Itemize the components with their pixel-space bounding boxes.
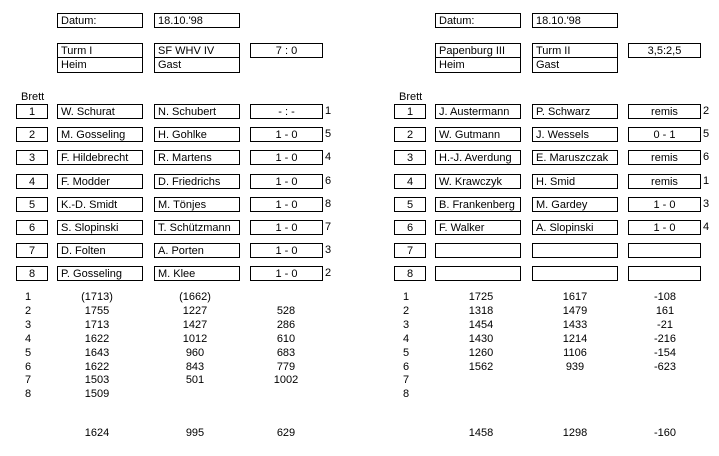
away-player-field[interactable]: H. Smid bbox=[532, 174, 618, 189]
board-number-box: 2 bbox=[16, 127, 48, 142]
left-date-label: Datum: bbox=[57, 13, 143, 28]
rating-diff-value: -21 bbox=[657, 319, 673, 331]
rating-row-number: 6 bbox=[24, 361, 32, 373]
rating-diff-value: -108 bbox=[653, 291, 677, 303]
board-order-marker: 4 bbox=[703, 221, 710, 233]
away-player-field[interactable] bbox=[532, 243, 618, 258]
away-player-field[interactable]: H. Gohlke bbox=[154, 127, 240, 142]
right-total-home: 1458 bbox=[468, 427, 494, 439]
home-rating-value: (1713) bbox=[81, 291, 113, 303]
board-number-box: 6 bbox=[16, 220, 48, 235]
left-home-team-field[interactable]: Turm I bbox=[57, 43, 143, 58]
board-result-field[interactable]: 1 - 0 bbox=[250, 174, 323, 189]
rating-row-number: 8 bbox=[402, 388, 410, 400]
away-rating-value: 501 bbox=[185, 374, 205, 386]
home-player-field[interactable]: F. Hildebrecht bbox=[57, 150, 143, 165]
home-player-field[interactable]: F. Walker bbox=[435, 220, 521, 235]
board-number-box: 7 bbox=[394, 243, 426, 258]
board-number-box: 6 bbox=[394, 220, 426, 235]
home-player-field[interactable] bbox=[435, 266, 521, 281]
board-result-field[interactable] bbox=[628, 266, 701, 281]
board-result-field[interactable]: 1 - 0 bbox=[628, 197, 701, 212]
home-rating-value: 1318 bbox=[468, 305, 494, 317]
away-rating-value: (1662) bbox=[179, 291, 211, 303]
away-player-field[interactable]: J. Wessels bbox=[532, 127, 618, 142]
board-order-marker: 6 bbox=[703, 151, 710, 163]
rating-row-number: 3 bbox=[24, 319, 32, 331]
rating-row-number: 4 bbox=[24, 333, 32, 345]
rating-diff-value: -216 bbox=[653, 333, 677, 345]
left-board-header: Brett bbox=[21, 91, 45, 103]
home-player-field[interactable]: K.-D. Smidt bbox=[57, 197, 143, 212]
away-player-field[interactable]: E. Maruszczak bbox=[532, 150, 618, 165]
home-player-field[interactable]: W. Gutmann bbox=[435, 127, 521, 142]
away-player-field[interactable]: M. Klee bbox=[154, 266, 240, 281]
rating-diff-value: 1002 bbox=[273, 374, 299, 386]
home-rating-value: 1643 bbox=[84, 347, 110, 359]
right-date-label: Datum: bbox=[435, 13, 521, 28]
board-number-box: 5 bbox=[394, 197, 426, 212]
board-order-marker: 7 bbox=[325, 221, 332, 233]
away-rating-value: 1433 bbox=[562, 319, 588, 331]
away-rating-value: 1617 bbox=[562, 291, 588, 303]
board-number-box: 8 bbox=[394, 266, 426, 281]
board-result-field[interactable]: 1 - 0 bbox=[250, 127, 323, 142]
away-player-field[interactable]: P. Schwarz bbox=[532, 104, 618, 119]
rating-diff-value: 528 bbox=[276, 305, 296, 317]
board-result-field[interactable]: 1 - 0 bbox=[250, 197, 323, 212]
rating-diff-value: 161 bbox=[655, 305, 675, 317]
left-match-result-field[interactable]: 7 : 0 bbox=[250, 43, 323, 58]
home-player-field[interactable]: P. Gosseling bbox=[57, 266, 143, 281]
board-number-box: 3 bbox=[16, 150, 48, 165]
home-rating-value: 1454 bbox=[468, 319, 494, 331]
away-rating-value: 843 bbox=[185, 361, 205, 373]
rating-diff-value: -623 bbox=[653, 361, 677, 373]
home-player-field[interactable]: B. Frankenberg bbox=[435, 197, 521, 212]
left-total-away: 995 bbox=[185, 427, 205, 439]
board-number-box: 4 bbox=[16, 174, 48, 189]
right-home-label: Heim bbox=[435, 57, 521, 73]
home-rating-value: 1725 bbox=[468, 291, 494, 303]
right-total-away: 1298 bbox=[562, 427, 588, 439]
rating-row-number: 3 bbox=[402, 319, 410, 331]
rating-row-number: 2 bbox=[402, 305, 410, 317]
rating-diff-value: 286 bbox=[276, 319, 296, 331]
home-rating-value: 1622 bbox=[84, 361, 110, 373]
right-away-team-field[interactable]: Turm II bbox=[532, 43, 618, 58]
home-player-field[interactable]: H.-J. Averdung bbox=[435, 150, 521, 165]
rating-diff-value: 683 bbox=[276, 347, 296, 359]
right-away-label: Gast bbox=[532, 57, 618, 73]
board-result-field[interactable]: remis bbox=[628, 104, 701, 119]
rating-row-number: 6 bbox=[402, 361, 410, 373]
home-player-field[interactable]: W. Schurat bbox=[57, 104, 143, 119]
home-rating-value: 1503 bbox=[84, 374, 110, 386]
left-home-label: Heim bbox=[57, 57, 143, 73]
board-result-field[interactable]: 1 - 0 bbox=[250, 266, 323, 281]
board-number-box: 1 bbox=[16, 104, 48, 119]
right-date-field[interactable]: 18.10.'98 bbox=[532, 13, 618, 28]
rating-row-number: 7 bbox=[24, 374, 32, 386]
home-rating-value: 1509 bbox=[84, 388, 110, 400]
board-number-box: 8 bbox=[16, 266, 48, 281]
home-player-field[interactable] bbox=[435, 243, 521, 258]
rating-diff-value: -154 bbox=[653, 347, 677, 359]
left-date-field[interactable]: 18.10.'98 bbox=[154, 13, 240, 28]
left-away-label: Gast bbox=[154, 57, 240, 73]
board-result-field[interactable]: 0 - 1 bbox=[628, 127, 701, 142]
board-order-marker: 2 bbox=[325, 267, 332, 279]
board-order-marker: 6 bbox=[325, 175, 332, 187]
right-home-team-field[interactable]: Papenburg III bbox=[435, 43, 521, 58]
board-order-marker: 5 bbox=[703, 128, 710, 140]
left-away-team-field[interactable]: SF WHV IV bbox=[154, 43, 240, 58]
home-player-field[interactable]: W. Krawczyk bbox=[435, 174, 521, 189]
home-rating-value: 1755 bbox=[84, 305, 110, 317]
board-number-box: 1 bbox=[394, 104, 426, 119]
home-player-field[interactable]: J. Austermann bbox=[435, 104, 521, 119]
away-player-field[interactable]: T. Schützmann bbox=[154, 220, 240, 235]
rating-diff-value: 779 bbox=[276, 361, 296, 373]
away-player-field[interactable]: R. Martens bbox=[154, 150, 240, 165]
rating-row-number: 1 bbox=[402, 291, 410, 303]
left-total-diff: 629 bbox=[276, 427, 296, 439]
away-rating-value: 1012 bbox=[182, 333, 208, 345]
rating-row-number: 5 bbox=[402, 347, 410, 359]
away-rating-value: 939 bbox=[565, 361, 585, 373]
board-result-field[interactable] bbox=[628, 243, 701, 258]
board-result-field[interactable]: - : - bbox=[250, 104, 323, 119]
away-rating-value: 1479 bbox=[562, 305, 588, 317]
away-rating-value: 960 bbox=[185, 347, 205, 359]
home-rating-value: 1713 bbox=[84, 319, 110, 331]
away-player-field[interactable]: M. Gardey bbox=[532, 197, 618, 212]
rating-row-number: 2 bbox=[24, 305, 32, 317]
home-player-field[interactable]: S. Slopinski bbox=[57, 220, 143, 235]
home-player-field[interactable]: F. Modder bbox=[57, 174, 143, 189]
away-rating-value: 1214 bbox=[562, 333, 588, 345]
home-player-field[interactable]: M. Gosseling bbox=[57, 127, 143, 142]
rating-row-number: 8 bbox=[24, 388, 32, 400]
board-number-box: 5 bbox=[16, 197, 48, 212]
right-board-header: Brett bbox=[399, 91, 423, 103]
home-rating-value: 1622 bbox=[84, 333, 110, 345]
away-player-field[interactable]: D. Friedrichs bbox=[154, 174, 240, 189]
board-order-marker: 4 bbox=[325, 151, 332, 163]
board-number-box: 7 bbox=[16, 243, 48, 258]
rating-diff-value: 610 bbox=[276, 333, 296, 345]
home-rating-value: 1562 bbox=[468, 361, 494, 373]
board-order-marker: 1 bbox=[325, 105, 332, 117]
board-number-box: 3 bbox=[394, 150, 426, 165]
away-rating-value: 1106 bbox=[563, 347, 587, 359]
board-order-marker: 3 bbox=[703, 198, 710, 210]
away-player-field[interactable]: A. Slopinski bbox=[532, 220, 618, 235]
board-order-marker: 3 bbox=[325, 244, 332, 256]
home-rating-value: 1260 bbox=[468, 347, 494, 359]
away-player-field[interactable] bbox=[532, 266, 618, 281]
away-rating-value: 1427 bbox=[182, 319, 208, 331]
board-number-box: 2 bbox=[394, 127, 426, 142]
board-result-field[interactable]: 1 - 0 bbox=[250, 243, 323, 258]
away-rating-value: 1227 bbox=[182, 305, 208, 317]
board-order-marker: 1 bbox=[703, 175, 710, 187]
rating-row-number: 1 bbox=[24, 291, 32, 303]
board-result-field[interactable]: remis bbox=[628, 174, 701, 189]
board-result-field[interactable]: 1 - 0 bbox=[250, 150, 323, 165]
rating-row-number: 5 bbox=[24, 347, 32, 359]
away-player-field[interactable]: A. Porten bbox=[154, 243, 240, 258]
board-order-marker: 2 bbox=[703, 105, 710, 117]
home-player-field[interactable]: D. Folten bbox=[57, 243, 143, 258]
board-result-field[interactable]: 1 - 0 bbox=[250, 220, 323, 235]
right-total-diff: -160 bbox=[653, 427, 677, 439]
board-result-field[interactable]: 1 - 0 bbox=[628, 220, 701, 235]
left-total-home: 1624 bbox=[84, 427, 110, 439]
board-order-marker: 5 bbox=[325, 128, 332, 140]
rating-row-number: 4 bbox=[402, 333, 410, 345]
board-result-field[interactable]: remis bbox=[628, 150, 701, 165]
away-player-field[interactable]: N. Schubert bbox=[154, 104, 240, 119]
home-rating-value: 1430 bbox=[468, 333, 494, 345]
board-number-box: 4 bbox=[394, 174, 426, 189]
right-match-result-field[interactable]: 3,5:2,5 bbox=[628, 43, 701, 58]
rating-row-number: 7 bbox=[402, 374, 410, 386]
board-order-marker: 8 bbox=[325, 198, 332, 210]
away-player-field[interactable]: M. Tönjes bbox=[154, 197, 240, 212]
